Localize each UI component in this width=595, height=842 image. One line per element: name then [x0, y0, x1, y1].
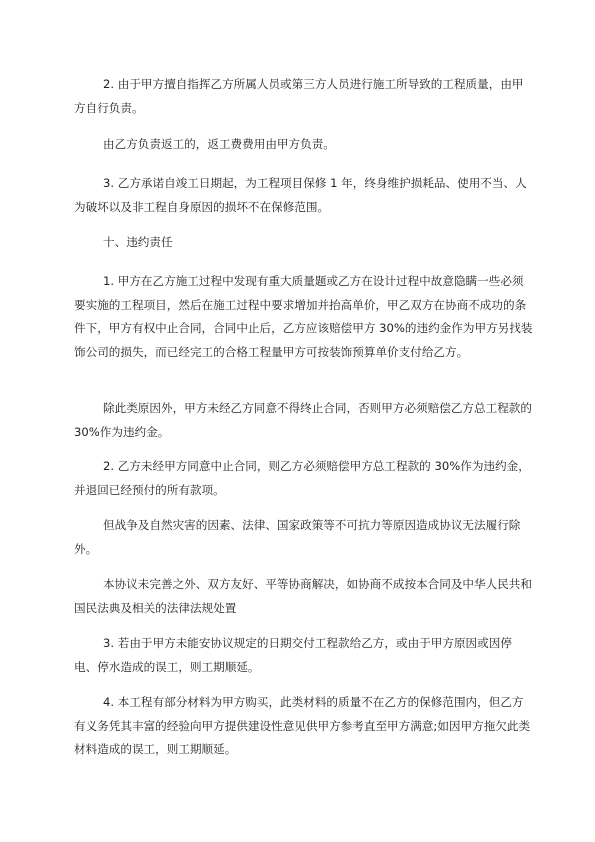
- paragraph-force-majeure: 但战争及自然灾害的因素、法律、国家政策等不可抗力等原因造成协议无法履行除外。: [74, 518, 521, 556]
- paragraph-termination: 除此类原因外，甲方未经乙方同意不得终止合同，否则甲方必须赔偿乙方总工程款的 30%作为违约金。: [74, 401, 532, 439]
- paragraph-breach-clause-3: 3. 若由于甲方未能安协议规定的日期交付工程款给乙方，或由于甲方原因或因停电、停水造成的误工，则工期顺延。: [74, 636, 512, 674]
- paragraph-breach-clause-2: 2. 乙方未经甲方同意中止合同，则乙方必须赔偿甲方总工程款的 30%作为违约金，并退回已经预付的所有款项。: [74, 459, 530, 497]
- paragraph-rework-cost: 由乙方负责返工的，返工费费用由甲方负责。: [103, 137, 335, 151]
- section-heading-breach: 十、违约责任: [103, 235, 173, 249]
- paragraph-warranty: 3. 乙方承诺自竣工日期起，为工程项目保修 1 年，终身维护损耗品、使用不当、人为破坏以及非工程自身原因的损坏不在保修范围。: [74, 176, 527, 214]
- paragraph-negotiation: 本协议未完善之外、双方友好、平等协商解决，如协商不成按本合同及中华人民共和国民法典及相关的法律法规处置: [74, 577, 532, 615]
- paragraph-breach-clause-1: 1. 甲方在乙方施工过程中发现有重大质量题或乙方在设计过程中故意隐瞒一些必须要实施的工程项目，然后在施工过程中要求增加并抬高单价，甲乙双方在协商不成功的条件下，甲方有权中止合同，合同中止后，乙方应该赔偿甲方 30%的违约金作为甲方另找装饰公司的损失，而已经完工的合格工程量甲方可按装饰预算单价支付给乙方。: [74, 274, 533, 359]
- paragraph-quality-responsibility: 2. 由于甲方擅自指挥乙方所属人员或第三方人员进行施工所导致的工程质量，由甲方自行负责。: [74, 77, 524, 115]
- paragraph-breach-clause-4: 4. 本工程有部分材料为甲方购买，此类材料的质量不在乙方的保修范围内，但乙方有义务凭其丰富的经验向甲方提供建设性意见供甲方参考直至甲方满意;如因甲方拖欠此类材料造成的误工，则工期顺延。: [74, 695, 531, 756]
